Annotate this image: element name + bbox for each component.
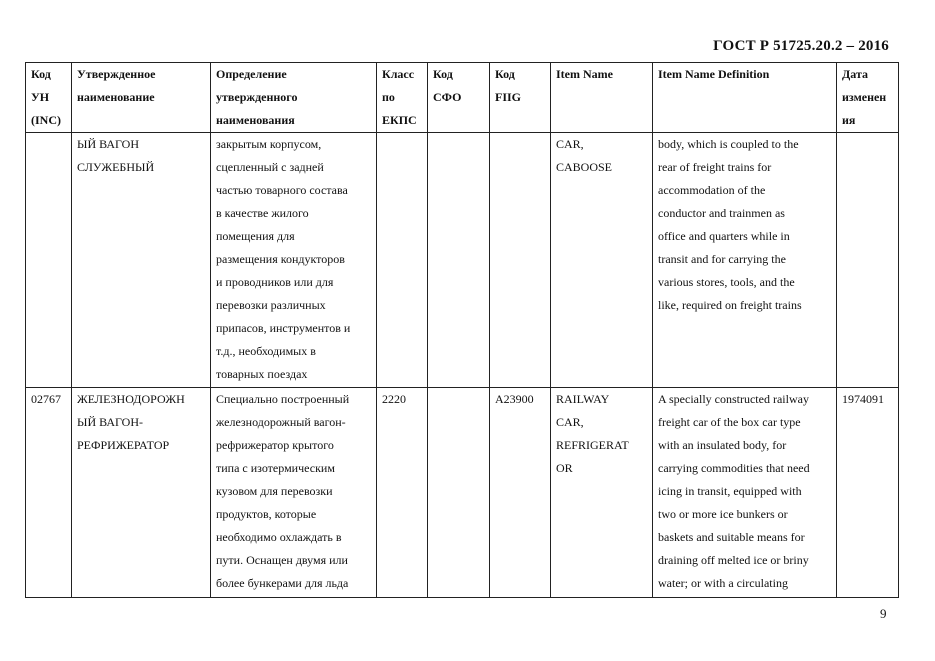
- header-fiig: Код FIIG: [490, 63, 551, 133]
- cell-definition: закрытым корпусом, сцепленный с задней частью товарного состава в качестве жилого помещения для размещения кондукторов и проводников или для перевозки различных припасов, инструментов и т.д., необходимых в товарных поездах: [211, 133, 377, 388]
- header-item-name-definition: Item Name Definition: [653, 63, 837, 133]
- cell-sfo: [428, 133, 490, 388]
- header-sfo: Код СФО: [428, 63, 490, 133]
- cell-item-name-definition: body, which is coupled to the rear of freight trains for accommodation of the conductor and trainmen as office and quarters while in transit and for carrying the various stores, tools, and the like, required on freight trains: [653, 133, 837, 388]
- page-number: 9: [880, 606, 887, 621]
- cell-change-date: [837, 133, 899, 388]
- header-item-name: Item Name: [551, 63, 653, 133]
- table-header-row: [26, 63, 899, 133]
- cell-class: [377, 133, 428, 388]
- nomenclature-table: [25, 62, 899, 598]
- cell-inc: 02767: [26, 388, 72, 598]
- header-approved-name: Утвержденное наименование: [72, 63, 211, 133]
- cell-item-name: RAILWAY CAR, REFRIGERAT OR: [551, 388, 653, 598]
- cell-fiig: A23900: [490, 388, 551, 598]
- cell-inc: [26, 133, 72, 388]
- cell-class: 2220: [377, 388, 428, 598]
- cell-item-name-definition: A specially constructed railway freight car of the box car type with an insulated body, for carrying commodities that need icing in transit, equipped with two or more ice bunkers or baskets and suitable means for draining off melted ice or briny water; or with a circulating: [653, 388, 837, 598]
- cell-sfo: [428, 388, 490, 598]
- cell-change-date: 1974091: [837, 388, 899, 598]
- header-inc: Код УН (INC): [26, 63, 72, 133]
- header-definition: Определение утвержденного наименования: [211, 63, 377, 133]
- cell-item-name: CAR, CABOOSE: [551, 133, 653, 388]
- cell-approved-name: ЫЙ ВАГОН СЛУЖЕБНЫЙ: [72, 133, 211, 388]
- cell-approved-name: ЖЕЛЕЗНОДОРОЖН ЫЙ ВАГОН- РЕФРИЖЕРАТОР: [72, 388, 211, 598]
- header-change-date: Дата изменен ия: [837, 63, 899, 133]
- header-class: Класс по ЕКПС: [377, 63, 428, 133]
- table-row: [26, 388, 899, 598]
- table-row: [26, 133, 899, 388]
- cell-definition: Специально построенный железнодорожный вагон- рефрижератор крытого типа с изотермическим кузовом для перевозки продуктов, которые необходимо охлаждать в пути. Оснащен двумя или более бункерами для льда: [211, 388, 377, 598]
- standard-designation: ГОСТ Р 51725.20.2 – 2016: [713, 38, 889, 54]
- cell-fiig: [490, 133, 551, 388]
